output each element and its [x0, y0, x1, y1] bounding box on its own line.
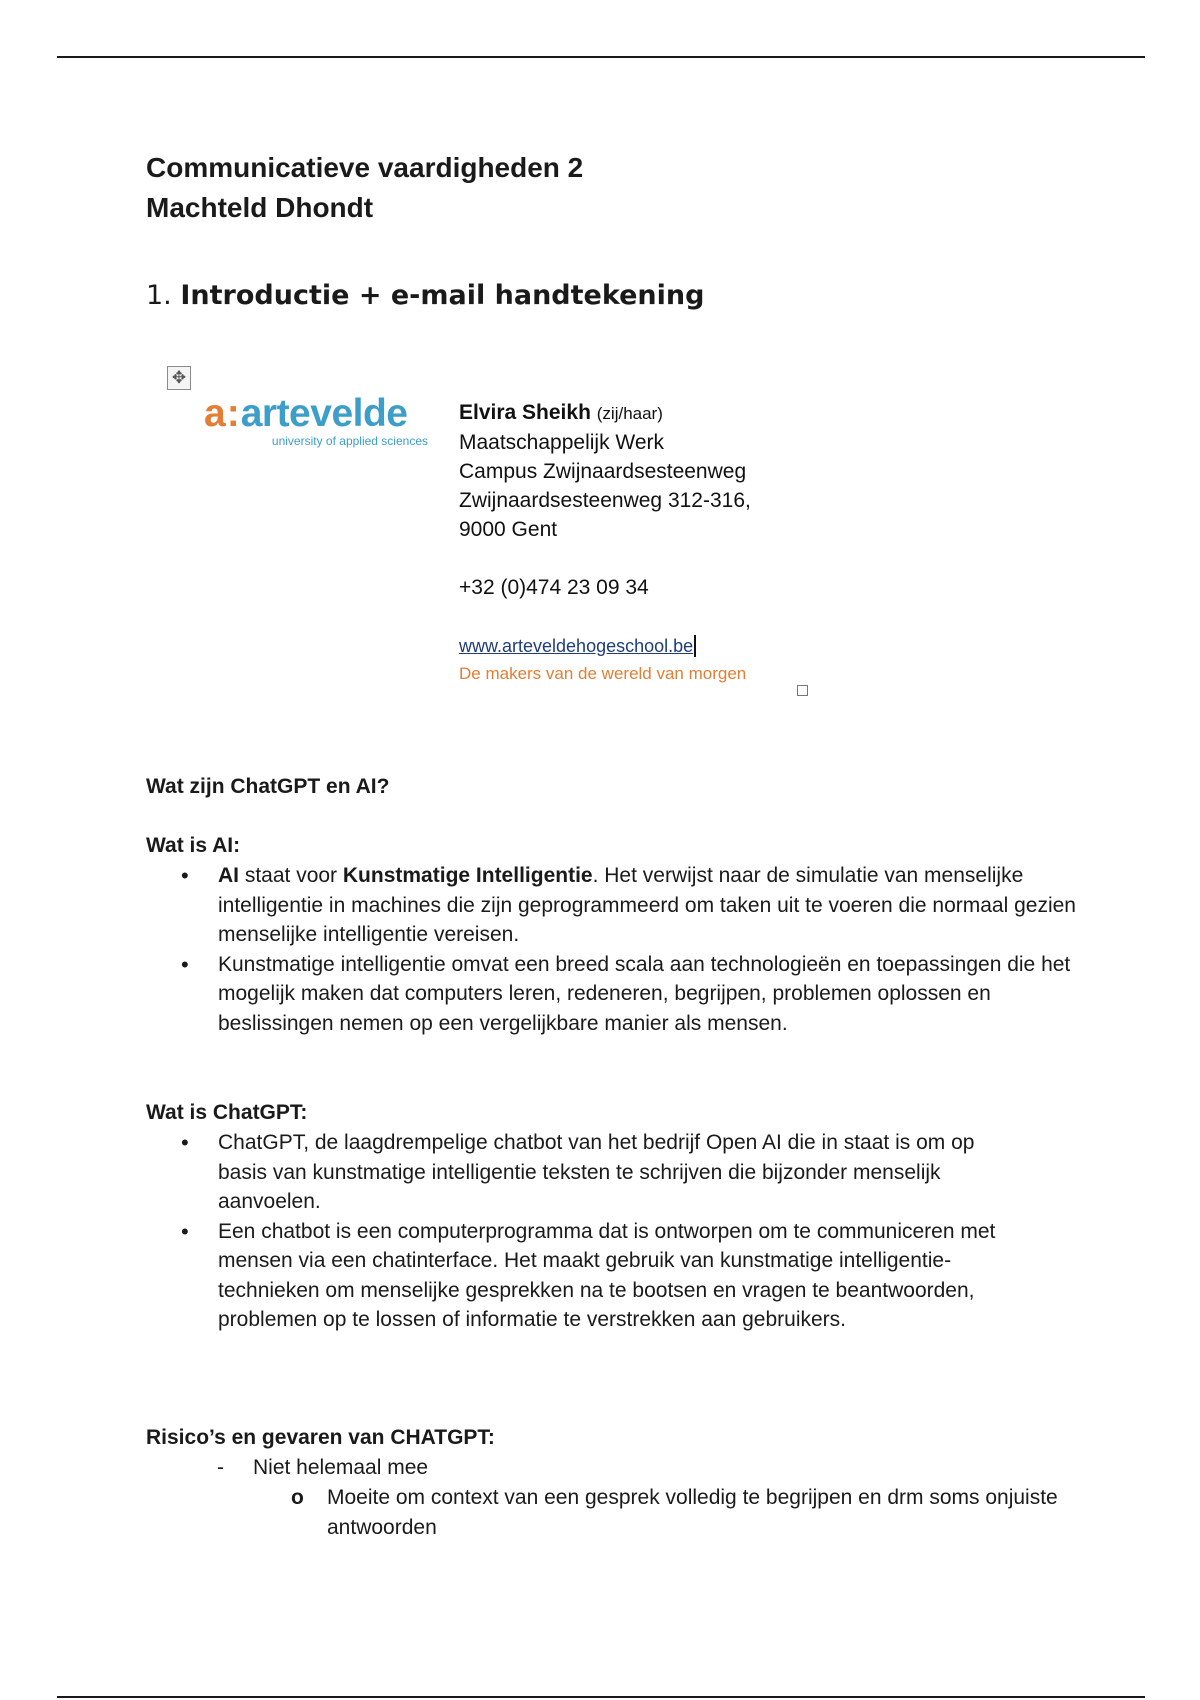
list-item: • Kunstmatige intelligentie omvat een breed scala aan technologieën en toepassingen die het mogelijk maken dat computers leren, redeneren, begrijpen, problemen oplossen en beslissingen nemen op een vergelijkbare manier als mensen.	[146, 950, 1086, 1039]
author-name: Machteld Dhondt	[146, 192, 374, 223]
signature-name: Elvira Sheikh	[459, 401, 591, 424]
signature-campus: Campus Zwijnaardsesteenweg	[459, 460, 747, 483]
list-item: o Moeite om context van een gesprek volledig te begrijpen en drm soms onjuiste antwoorden	[291, 1486, 1058, 1539]
list-item: • Een chatbot is een computerprogramma dat is ontworpen om te communiceren met mensen via een chatinterface. Het maakt gebruik van kunstmatige intelligentie-technieken om menselijke gesprekken na te bootsen en vragen te beantwoorden, problemen op te lossen of informatie te verstrekken aan gebruikers.	[146, 1217, 1006, 1335]
signature-tagline: De makers van de wereld van morgen	[459, 664, 747, 683]
section-heading	[146, 280, 704, 311]
signature-street: Zwijnaardsesteenweg 312-316,	[459, 489, 751, 512]
course-title: Communicatieve vaardigheden 2	[146, 152, 584, 183]
question-heading: Wat zijn ChatGPT en AI?	[146, 775, 390, 798]
signature-department: Maatschappelijk Werk	[459, 431, 665, 454]
list-item: • AI staat voor Kunstmatige Intelligentie. Het verwijst naar de simulatie van menselijke intelligentie in machines die zijn geprogrammeerd om taken uit te voeren die normaal gezien menselijke intelligentie vereisen.	[146, 861, 1086, 950]
list-item: • ChatGPT, de laagdrempelige chatbot van het bedrijf Open AI die in staat is om op basis van kunstmatige intelligentie teksten te schrijven die bijzonder menselijk aanvoelen.	[146, 1128, 1006, 1217]
chatgpt-bullet-list	[146, 1128, 1006, 1335]
list-item: - Niet helemaal mee	[217, 1456, 429, 1479]
ai-bullet-list	[146, 861, 1086, 1038]
move-icon[interactable]: ✥	[167, 366, 191, 390]
signature-phone: +32 (0)474 23 09 34	[459, 576, 649, 599]
chatgpt-heading: Wat is ChatGPT:	[146, 1101, 308, 1124]
signature-pronouns: (zij/haar)	[596, 404, 663, 423]
ai-heading: Wat is AI:	[146, 834, 241, 857]
email-signature	[459, 398, 751, 687]
logo-mark: a : artevelde	[204, 392, 408, 435]
risks-heading: Risico’s en gevaren van CHATGPT:	[146, 1426, 495, 1449]
text-cursor	[694, 635, 696, 657]
logo-subtitle: university of applied sciences	[271, 434, 428, 448]
document-title	[146, 148, 583, 228]
section-title: Introductie + e-mail handtekening	[180, 280, 705, 311]
table-resize-handle[interactable]	[797, 685, 808, 696]
section-number: 1.	[146, 280, 172, 311]
logo-wordmark: artevelde	[240, 392, 408, 435]
artevelde-logo	[204, 392, 428, 448]
footer-rule	[57, 1696, 1145, 1698]
signature-website-link[interactable]: www.arteveldehogeschool.be	[459, 636, 694, 656]
signature-city: 9000 Gent	[459, 518, 558, 541]
header-rule	[57, 56, 1145, 58]
